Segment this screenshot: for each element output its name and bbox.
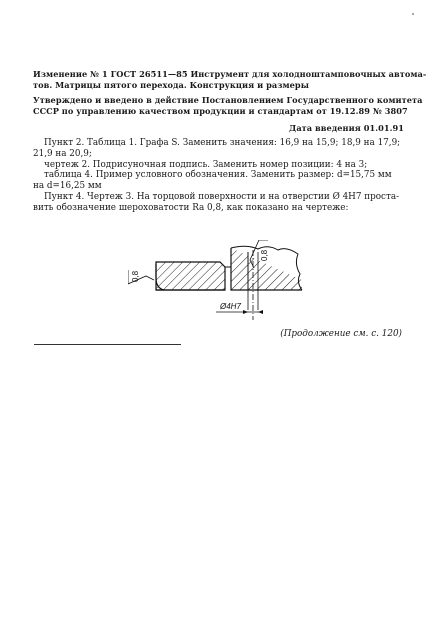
item-table4-line2: на d=16,25 мм (33, 181, 102, 191)
roughness-label-right: 0,8 (260, 249, 269, 261)
part-body (156, 246, 302, 290)
technical-drawing (128, 240, 308, 335)
approval-line2: СССР по управлению качеством продукции и стандартам от 19.12.89 № 3807 (33, 106, 408, 116)
item-drawing2: чертеж 2. Подрисуночная подпись. Заменить номер позиции: 4 на 3; (44, 160, 368, 170)
approval-line1: Утверждено и введено в действие Постановлением Государственного комитета (33, 95, 423, 105)
scan-speck (412, 13, 414, 15)
effective-date: Дата введения 01.01.91 (288, 123, 404, 133)
continuation-note: (Продолжение см. с. 120) (280, 329, 402, 339)
diameter-label: Ø4Н7 (220, 302, 241, 311)
change-title-line1: Изменение № 1 ГОСТ 26511—85 Инструмент для холодноштамповочных автома- (33, 69, 427, 79)
roughness-label-left: 0,8 (131, 270, 140, 282)
change-title-line2: тов. Матрицы пятого перехода. Конструкция и размеры (33, 80, 309, 90)
item-drawing3-line2: вить обозначение шероховатости Ra 0,8, как показано на чертеже: (33, 203, 349, 213)
footnote-rule (34, 344, 181, 345)
item-table4-line1: таблица 4. Пример условного обозначения. Заменить размер: d=15,75 мм (44, 170, 392, 180)
item-table1-line2: 21,9 на 20,9; (33, 149, 92, 159)
item-table1-line1: Пункт 2. Таблица 1. Графа S. Заменить значения: 16,9 на 15,9; 18,9 на 17,9; (44, 138, 401, 148)
item-drawing3-line1: Пункт 4. Чертеж 3. На торцовой поверхности и на отверстии Ø 4Н7 проста- (44, 192, 400, 202)
